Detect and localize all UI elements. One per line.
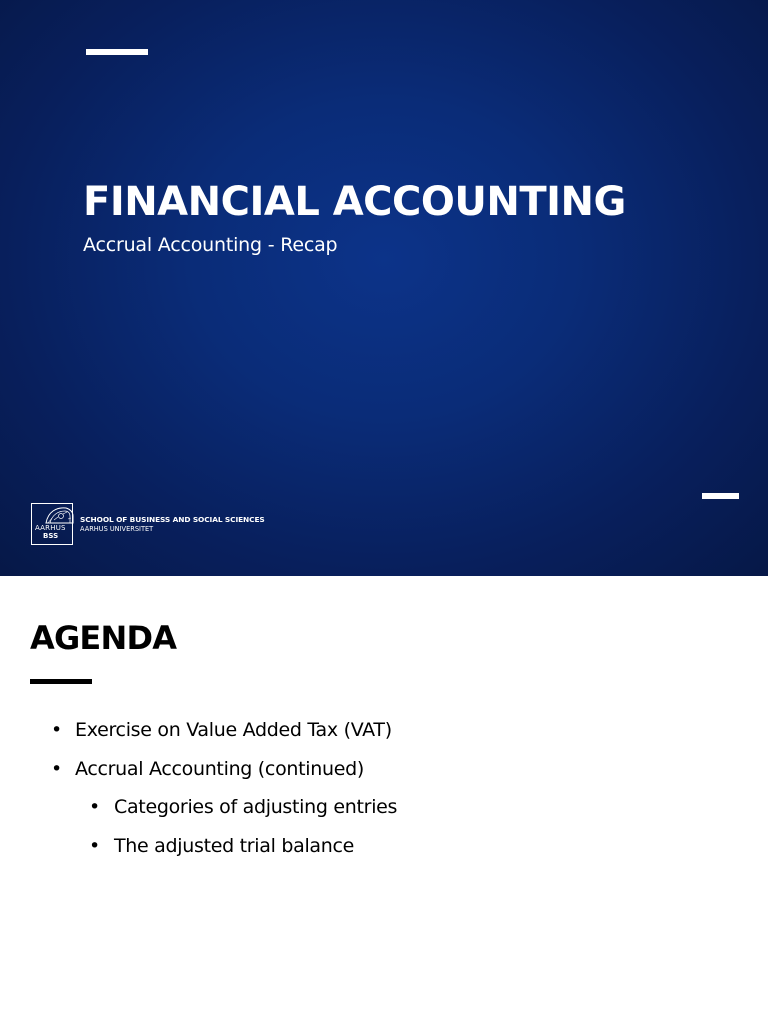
agenda-subitem-text: Categories of adjusting entries bbox=[114, 796, 398, 818]
bullet-icon: • bbox=[51, 757, 63, 780]
corner-accent-line bbox=[702, 493, 739, 499]
aarhus-bss-logo bbox=[31, 502, 265, 546]
slide-title: FINANCIAL ACCOUNTING bbox=[83, 179, 626, 225]
logo-text-bss: BSS bbox=[43, 532, 59, 540]
agenda-item-text: Exercise on Value Added Tax (VAT) bbox=[75, 719, 392, 741]
agenda-item-text: Accrual Accounting (continued) bbox=[75, 757, 365, 780]
logo-caption-university: AARHUS UNIVERSITET bbox=[80, 524, 154, 533]
logo-box bbox=[31, 503, 73, 545]
logo-caption bbox=[80, 515, 265, 534]
title-accent-line bbox=[86, 49, 148, 55]
agenda-underline bbox=[30, 679, 92, 684]
university-seal-icon bbox=[44, 506, 74, 524]
logo-text-aarhus: AARHUS bbox=[35, 524, 66, 532]
bullet-icon: • bbox=[51, 719, 63, 741]
bullet-icon: • bbox=[89, 834, 101, 857]
logo-caption-school: SCHOOL OF BUSINESS AND SOCIAL SCIENCES bbox=[80, 514, 265, 524]
agenda-heading: AGENDA bbox=[30, 619, 177, 657]
agenda-subitem-text: The adjusted trial balance bbox=[114, 834, 355, 857]
bullet-icon: • bbox=[89, 796, 101, 818]
agenda-slide bbox=[0, 576, 768, 1024]
slide-subtitle: Accrual Accounting - Recap bbox=[83, 234, 338, 256]
